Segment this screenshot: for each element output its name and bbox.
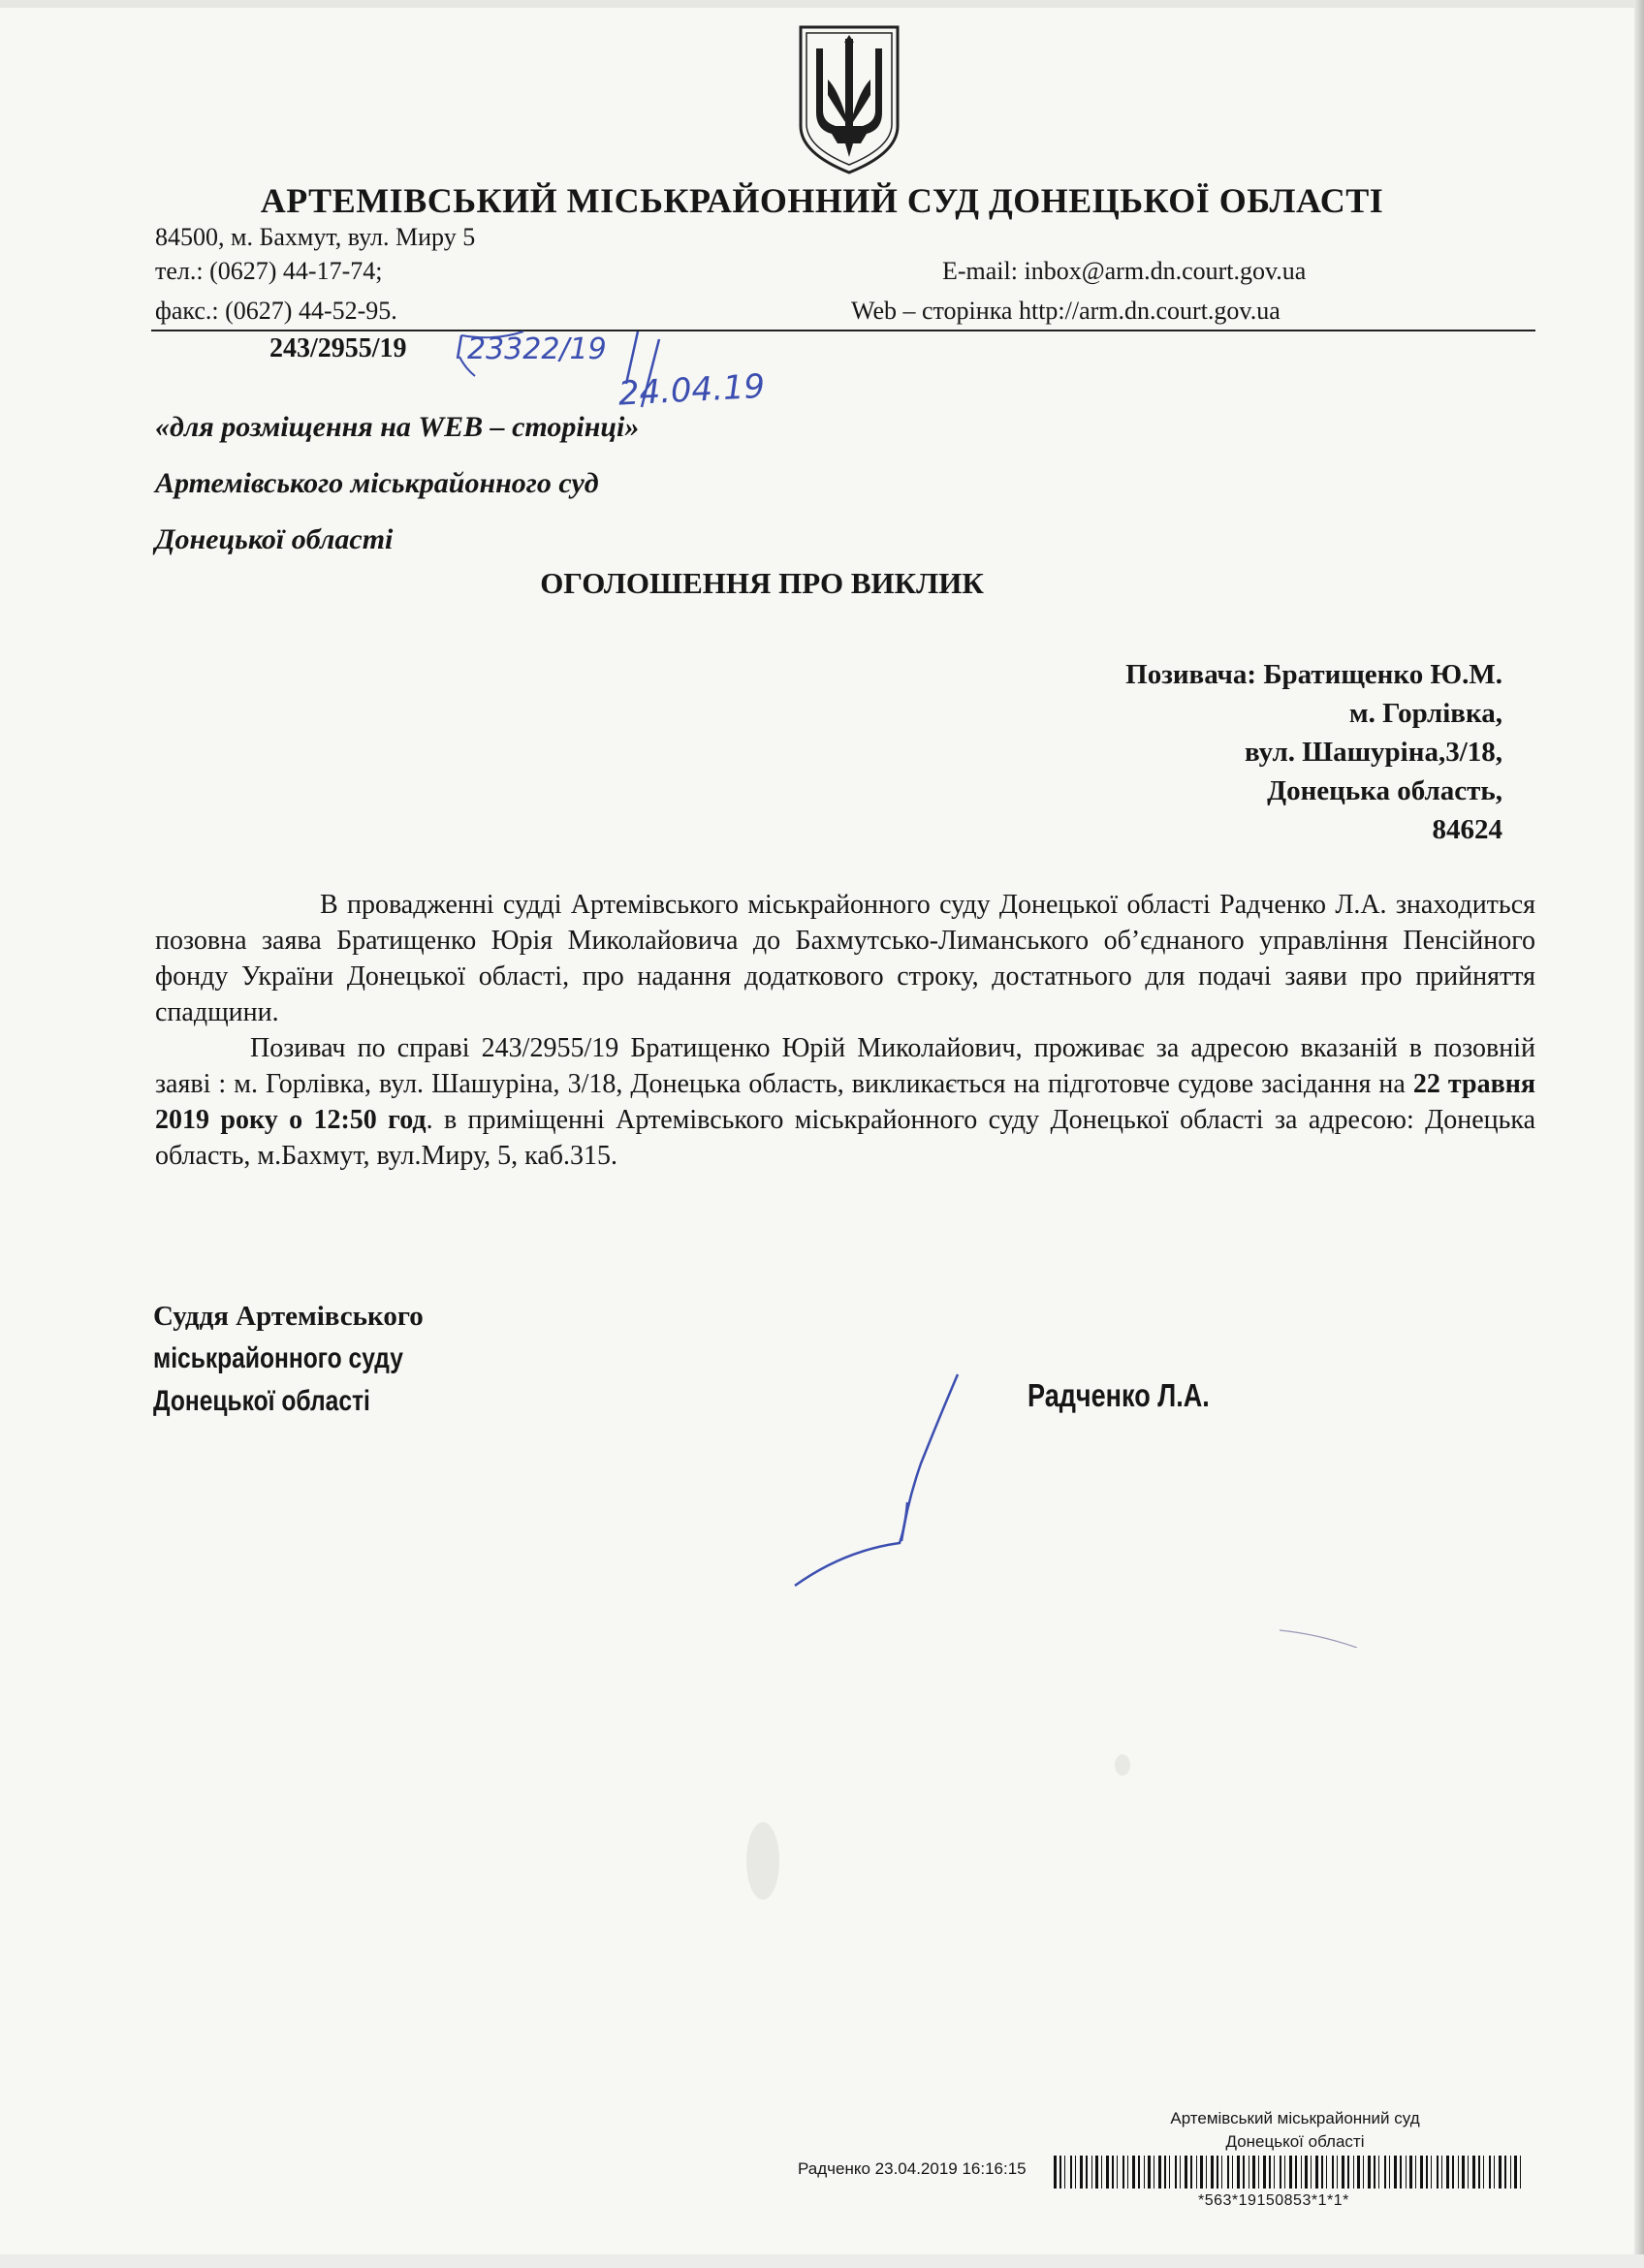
handwritten-number: 23322/19 (467, 332, 607, 366)
barcode-bar (1384, 2156, 1386, 2189)
barcode-bar (1237, 2156, 1240, 2189)
barcode-bar (1112, 2156, 1114, 2189)
barcode-bar (1426, 2156, 1428, 2189)
barcode-bar (1232, 2156, 1233, 2189)
barcode-bar (1326, 2156, 1327, 2189)
judge-title-line3: Донецької області (153, 1385, 370, 1417)
recipient-city: м. Горлівка, (1348, 698, 1502, 729)
barcode-bar (1478, 2156, 1480, 2189)
court-email: E-mail: inbox@arm.dn.court.gov.ua (942, 257, 1307, 285)
barcode-bar (1415, 2156, 1416, 2189)
barcode-bar (1315, 2156, 1318, 2189)
barcode-bar (1263, 2156, 1266, 2189)
judge-title-line2: міськрайонного суду (153, 1342, 403, 1374)
barcode-bar (1499, 2156, 1502, 2189)
barcode-bar (1420, 2156, 1423, 2189)
scan-edge-right (1634, 0, 1644, 2268)
barcode-bar (1158, 2156, 1161, 2189)
barcode-bar (1378, 2156, 1379, 2189)
barcode-bar (1206, 2156, 1207, 2189)
hearing-datetime: 22 травня 2019 року о 12:50 год (155, 1069, 1536, 1135)
barcode-bar (1400, 2156, 1402, 2189)
barcode-bar (1374, 2156, 1375, 2189)
barcode-bar (1347, 2156, 1349, 2189)
paragraph-case: В провадженні судді Артемівського міськрайонного суду Донецької області Радченко Л.А. знаходиться позовна заява Братищенко Юрія Миколайовича до Бахмутсько-Лиманського об’єднаного управління Пенсійного фонду України Донецької області, про надання додаткового строку, достатнього для подачі заяви про прийняття спадщини. (155, 890, 1535, 1027)
barcode-bar (1468, 2156, 1469, 2189)
scan-edge-top (0, 0, 1644, 8)
barcode-bar (1458, 2156, 1459, 2189)
barcode-bar (1446, 2156, 1449, 2189)
barcode-bar (1258, 2156, 1259, 2189)
barcode-bar (1394, 2156, 1397, 2189)
recipient-name: Позивача: Братищенко Ю.М. (1125, 659, 1502, 690)
paragraph-summons (155, 1030, 1535, 1174)
recipient-street: вул. Шашуріна,3/18, (1245, 737, 1502, 768)
barcode-bar (1227, 2156, 1229, 2189)
barcode-bar (1452, 2156, 1454, 2189)
barcode-bar (1357, 2156, 1360, 2189)
placement-note-web: «для розміщення на WEB – сторінці» (155, 411, 640, 443)
case-number: 243/2955/19 (269, 333, 407, 363)
barcode-bar (1127, 2156, 1128, 2189)
barcode-bar (1301, 2156, 1302, 2189)
barcode-bar (1483, 2156, 1484, 2189)
placement-note-region: Донецької області (155, 523, 394, 555)
barcode-bar (1311, 2156, 1312, 2189)
placement-note-court: Артемівського міськрайонного суд (155, 467, 599, 499)
barcode-bar (1252, 2156, 1255, 2189)
barcode-bar (1406, 2156, 1407, 2189)
barcode-bar (1185, 2156, 1187, 2189)
stamp-court-line1: Артемівський міськрайонний суд (1170, 2109, 1420, 2127)
barcode-bar (1295, 2156, 1297, 2189)
barcode-bar (1132, 2156, 1135, 2189)
barcode-bar (1217, 2156, 1218, 2189)
court-website: Web – сторінка http://arm.dn.court.gov.ua (851, 297, 1280, 325)
judge-title-line1: Суддя Артемівського (153, 1301, 424, 1332)
barcode-bar (1494, 2156, 1495, 2189)
barcode-bar (1462, 2156, 1465, 2189)
barcode-bar (1520, 2156, 1521, 2189)
barcode-bar (1274, 2156, 1275, 2189)
scan-smudge (746, 1822, 779, 1900)
barcode-bar (1269, 2156, 1271, 2189)
summons-text-start: Позивач по справі 243/2955/19 Братищенко Юрій Миколайович, проживає за адресою вказаній в позовній заяві : м. Горлівка, вул. Шашуріна, 3/18, Донецька область, викликається на підготовче судове засідання на (155, 1033, 1535, 1099)
court-phone: тел.: (0627) 44-17-74; (155, 257, 383, 285)
barcode-bar (1472, 2156, 1475, 2189)
barcode-bar (1164, 2156, 1166, 2189)
court-address: 84500, м. Бахмут, вул. Миру 5 (155, 223, 476, 251)
court-name: АРТЕМІВСЬКИЙ МІСЬКРАЙОННИЙ СУД ДОНЕЦЬКОЇ ОБЛАСТІ (260, 181, 1384, 220)
scan-smudge (1115, 1754, 1130, 1776)
barcode-bar (1510, 2156, 1511, 2189)
barcode-bar (1441, 2156, 1442, 2189)
barcode-bar (1095, 2156, 1098, 2189)
barcode-bar (1054, 2156, 1057, 2189)
barcode-bar (1064, 2156, 1065, 2189)
barcode-bar (1353, 2156, 1354, 2189)
barcode-bar (1180, 2156, 1181, 2189)
signed-metadata: Радченко 23.04.2019 16:16:15 (798, 2159, 1027, 2178)
barcode-bar (1075, 2156, 1076, 2189)
barcode-bar (1086, 2156, 1088, 2189)
barcode-bar (1437, 2156, 1438, 2189)
barcode-bar (1122, 2156, 1124, 2189)
barcode-bar (1101, 2156, 1102, 2189)
barcode-bar (1211, 2156, 1214, 2189)
recipient-region: Донецька область, (1267, 775, 1502, 806)
coat-of-arms-icon (793, 21, 905, 176)
barcode-bar (1337, 2156, 1338, 2189)
barcode-bar (1080, 2156, 1083, 2189)
barcode-bar (1368, 2156, 1371, 2189)
barcode-bar (1305, 2156, 1308, 2189)
recipient-postcode: 84624 (1432, 814, 1502, 845)
barcode-bar (1059, 2156, 1061, 2189)
summons-text-end: . в приміщенні Артемівського міськрайонного суду Донецької області за адресою: Донецька область, м.Бахмут, вул.Миру, 5, каб.315. (155, 1105, 1535, 1171)
handwritten-registration (456, 328, 843, 415)
barcode-bar (1332, 2156, 1334, 2189)
barcode-bar (1243, 2156, 1245, 2189)
recipient-block (1125, 655, 1502, 849)
judge-title-block (153, 1295, 458, 1423)
barcode-bar (1070, 2156, 1072, 2189)
barcode-bar (1363, 2156, 1364, 2189)
barcode-bar (1409, 2156, 1412, 2189)
barcode-bar (1117, 2156, 1118, 2189)
scan-edge-bottom (0, 2254, 1644, 2268)
barcode-bar (1200, 2156, 1203, 2189)
barcode-bar (1514, 2156, 1517, 2189)
barcode-bar (1190, 2156, 1192, 2189)
barcode-bar (1221, 2156, 1222, 2189)
barcode-bar (1148, 2156, 1151, 2189)
barcode-bar (1169, 2156, 1170, 2189)
judge-name: Радченко Л.А. (1028, 1377, 1210, 1413)
stamp-court-line2: Донецької області (1225, 2132, 1365, 2151)
barcode-bar (1431, 2156, 1432, 2189)
barcode-bar (1106, 2156, 1109, 2189)
court-stamp (1150, 2107, 1440, 2154)
barcode-bar (1284, 2156, 1285, 2189)
barcode-icon (1054, 2156, 1527, 2189)
header-divider (151, 330, 1535, 331)
barcode-bar (1091, 2156, 1092, 2189)
barcode-bar (1175, 2156, 1177, 2189)
document-title: ОГОЛОШЕННЯ ПРО ВИКЛИК (540, 566, 984, 600)
barcode-bar (1389, 2156, 1390, 2189)
barcode-bar (1504, 2156, 1506, 2189)
court-fax: факс.: (0627) 44-52-95. (155, 297, 397, 325)
notice-body (155, 887, 1535, 1174)
handwritten-date: 24.04.19 (616, 366, 767, 414)
barcode-bar (1321, 2156, 1323, 2189)
barcode-bar (1280, 2156, 1281, 2189)
barcode-bar (1138, 2156, 1140, 2189)
barcode-bar (1342, 2156, 1344, 2189)
barcode-bar (1144, 2156, 1145, 2189)
barcode-bar (1489, 2156, 1491, 2189)
barcode-bar (1196, 2156, 1197, 2189)
barcode-number: *563*19150853*1*1* (1198, 2192, 1349, 2209)
barcode-bar (1289, 2156, 1292, 2189)
